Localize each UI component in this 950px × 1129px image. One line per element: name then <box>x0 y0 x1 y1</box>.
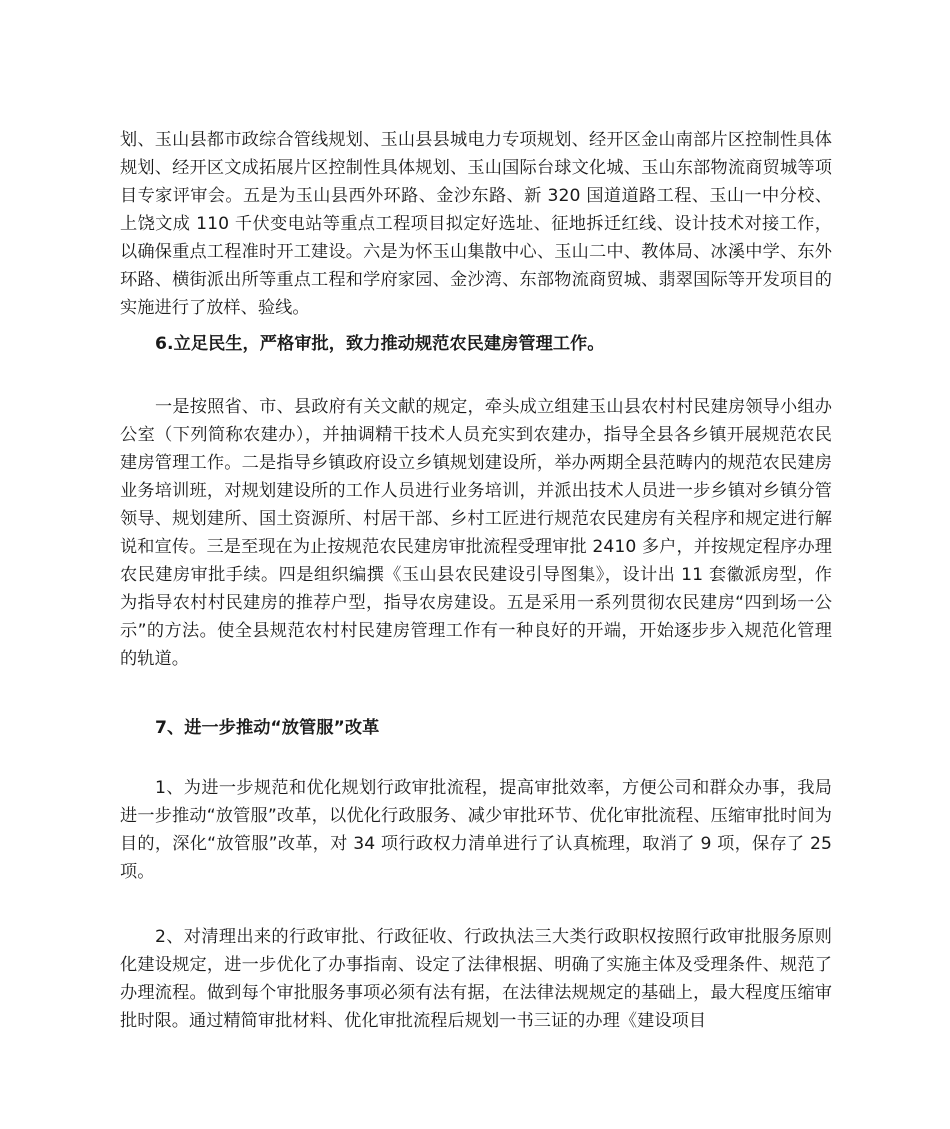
paragraph-reform-item-2: 2、对清理出来的行政审批、行政征收、行政执法三大类行政职权按照行政审批服务原则化建设规定，进一步优化了办事指南、设定了法律根据、明确了实施主体及受理条件、规范了办理流程。做到每个审批服务事项必须有法有据，在法律法规规定的基础上，最大程度压缩审批时限。通过精简审批材料、优化审批流程后规划一书三证的办理《建设项目 <box>120 927 832 1031</box>
paragraph-urban-planning-projects: 划、玉山县都市政综合管线规划、玉山县县城电力专项规划、经开区金山南部片区控制性具体规划、经开区文成拓展片区控制性具体规划、玉山国际台球文化城、玉山东部物流商贸城等项目专家评审会。五是为玉山县西外环路、金沙东路、新 320 国道道路工程、玉山一中分校、上饶文成 110 千伏变电站等重点工程项目拟定好选址、征地拆迁红线、设计技术对接工作，以确保重点工程准时开工建设。六是为怀玉山集散中心、玉山二中、教体局、冰溪中学、东外环路、横街派出所等重点工程和学府家园、金沙湾、东部物流商贸城、翡翠国际等开发项目的实施进行了放样、验线。 <box>120 130 832 318</box>
section-heading-7: 7、进一步推动“放管服”改革 <box>155 718 380 738</box>
section-heading-6: 6.立足民生，严格审批，致力推动规范农民建房管理工作。 <box>155 334 605 354</box>
paragraph-rural-housing: 一是按照省、市、县政府有关文献的规定，牵头成立组建玉山县农村村民建房领导小组办公室（下列简称农建办），并抽调精干技术人员充实到农建办，指导全县各乡镇开展规范农民建房管理工作。二是指导乡镇政府设立乡镇规划建设所，举办两期全县范畴内的规范农民建房业务培训班，对规划建设所的工作人员进行业务培训，并派出技术人员进一步乡镇对乡镇分管领导、规划建所、国土资源所、村居干部、乡村工匠进行规范农民建房有关程序和规定进行解说和宣传。三是至现在为止按规范农民建房审批流程受理审批 2410 多户，并按规定程序办理农民建房审批手续。四是组织编撰《玉山县农民建设引导图集》，设计出 11 套徽派房型，作为指导农村村民建房的推荐户型，指导农房建设。五是采用一系列贯彻农民建房“四到场一公示”的方法。使全县规范农村村民建房管理工作有一种良好的开端，开始逐步步入规范化管理的轨道。 <box>120 397 832 669</box>
paragraph-reform-item-1: 1、为进一步规范和优化规划行政审批流程，提高审批效率，方便公司和群众办事，我局进一步推动“放管服”改革，以优化行政服务、减少审批环节、优化审批流程、压缩审批时间为目的，深化“放管服”改革，对 34 项行政权力清单进行了认真梳理，取消了 9 项，保存了 25 项。 <box>120 778 832 882</box>
